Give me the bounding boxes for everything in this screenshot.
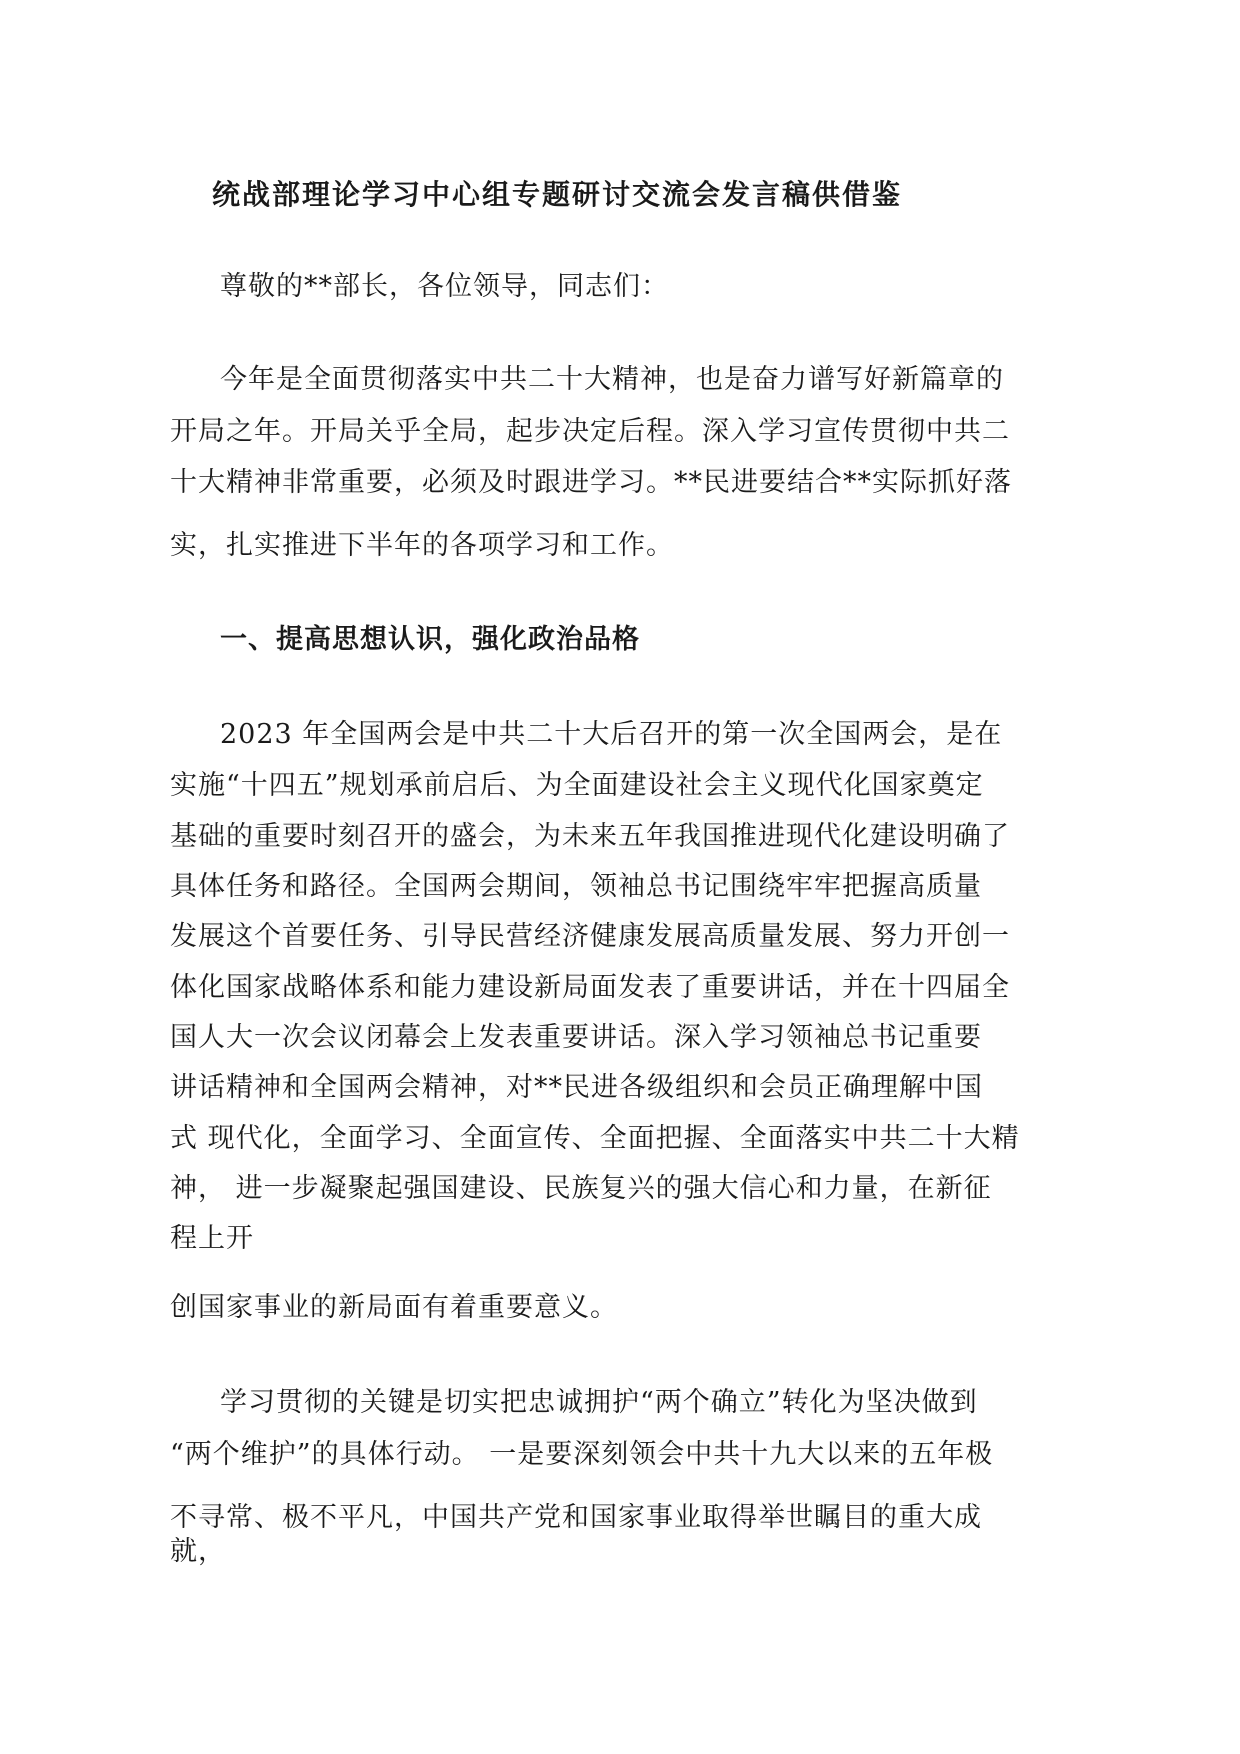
paragraph-2-line-8: 讲话精神和全国两会精神，对**民进各级组织和会员正确理解中国 (170, 1072, 983, 1103)
paragraph-1-line-2: 开局之年。开局关乎全局，起步决定后程。深入学习宣传贯彻中共二 (170, 416, 1010, 447)
paragraph-3-line-2: “两个维护”的具体行动。 一是要深刻领会中共十九大以来的五年极 (170, 1439, 994, 1470)
paragraph-3-line-4: 就， (170, 1536, 226, 1567)
paragraph-2-line-11: 程上开 (170, 1223, 254, 1254)
paragraph-2-line-2: 实施“十四五”规划承前启后、为全面建设社会主义现代化国家奠定 (170, 770, 984, 801)
paragraph-2-continued: 创国家事业的新局面有着重要意义。 (170, 1292, 618, 1323)
paragraph-1-line-4: 实，扎实推进下半年的各项学习和工作。 (170, 530, 674, 561)
section-1-heading: 一、提高思想认识，强化政治品格 (220, 624, 640, 655)
paragraph-2-line-5: 发展这个首要任务、引导民营经济健康发展高质量发展、努力开创一 (170, 921, 1010, 952)
paragraph-2-line-3: 基础的重要时刻召开的盛会，为未来五年我国推进现代化建设明确了 (170, 821, 1010, 852)
salutation: 尊敬的**部长，各位领导，同志们： (220, 271, 669, 302)
paragraph-3-line-1: 学习贯彻的关键是切实把忠诚拥护“两个确立”转化为坚决做到 (220, 1387, 978, 1418)
document-title: 统战部理论学习中心组专题研讨交流会发言稿供借鉴 (212, 178, 903, 211)
paragraph-1-line-1: 今年是全面贯彻落实中共二十大精神，也是奋力谱写好新篇章的 (220, 364, 1004, 395)
paragraph-1-line-3: 十大精神非常重要，必须及时跟进学习。**民进要结合**实际抓好落 (170, 467, 1012, 498)
paragraph-2-line-10: 神， 进一步凝聚起强国建设、民族复兴的强大信心和力量，在新征 (170, 1173, 992, 1204)
paragraph-2-line-9: 式 现代化，全面学习、全面宣传、全面把握、全面落实中共二十大精 (170, 1123, 1020, 1154)
paragraph-2-line-7: 国人大一次会议闭幕会上发表重要讲话。深入学习领袖总书记重要 (170, 1022, 982, 1053)
paragraph-3-line-3: 不寻常、极不平凡，中国共产党和国家事业取得举世瞩目的重大成 (170, 1502, 982, 1533)
paragraph-2-line-1: 2023 年全国两会是中共二十大后召开的第一次全国两会，是在 (220, 719, 1003, 750)
paragraph-2-line-4: 具体任务和路径。全国两会期间，领袖总书记围绕牢牢把握高质量 (170, 871, 982, 902)
paragraph-2-line-6: 体化国家战略体系和能力建设新局面发表了重要讲话，并在十四届全 (170, 972, 1010, 1003)
